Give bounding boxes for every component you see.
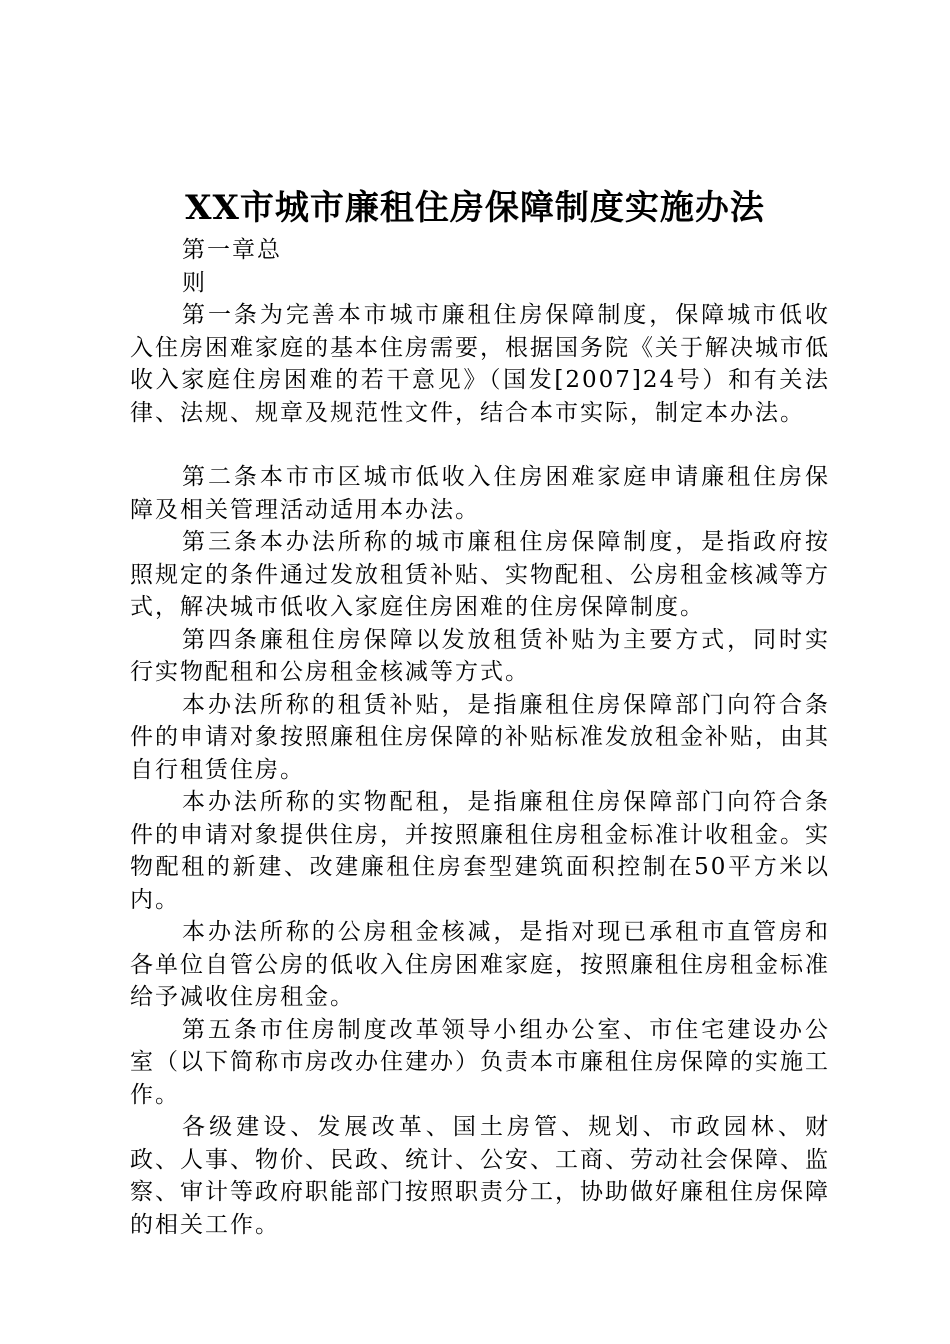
departments-paragraph: 各级建设、发展改革、国土房管、规划、市政园林、财政、人事、物价、民政、统计、公安、工商、劳动社会保障、监察、审计等政府职能部门按照职责分工，协助做好廉租住房保障的相关工作。 — [130, 1114, 830, 1238]
document-title: XX市城市廉租住房保障制度实施办法 — [185, 188, 765, 228]
article-3-paragraph: 第三条本办法所称的城市廉租住房保障制度，是指政府按照规定的条件通过发放租赁补贴、实物配租、公房租金核减等方式，解决城市低收入家庭住房困难的住房保障制度。 — [130, 529, 830, 620]
article-2-paragraph: 第二条本市市区城市低收入住房困难家庭申请廉租住房保障及相关管理活动适用本办法。 — [130, 464, 830, 523]
rent-subsidy-paragraph: 本办法所称的租赁补贴，是指廉租住房保障部门向符合条件的申请对象按照廉租住房保障的补贴标准发放租金补贴，由其自行租赁住房。 — [130, 691, 830, 783]
article-4-paragraph: 第四条廉租住房保障以发放租赁补贴为主要方式，同时实行实物配租和公房租金核减等方式。 — [130, 626, 830, 685]
article-1-paragraph: 第一条为完善本市城市廉租住房保障制度，保障城市低收入住房困难家庭的基本住房需要，根据国务院《关于解决城市低收入家庭住房困难的若干意见》（国发[2007]24号）和有关法律、法规、规章及规范性文件，结合本市实际，制定本办法。 — [130, 302, 830, 426]
document-body — [130, 234, 830, 1241]
article-5-paragraph: 第五条市住房制度改革领导小组办公室、市住宅建设办公室（以下简称市房改办住建办）负责本市廉租住房保障的实施工作。 — [130, 1016, 830, 1108]
chapter-heading: 第一章总则 — [182, 237, 282, 296]
rent-reduction-paragraph: 本办法所称的公房租金核减，是指对现已承租市直管房和各单位自管公房的低收入住房困难家庭，按照廉租住房租金标准给予减收住房租金。 — [130, 919, 830, 1010]
housing-allocation-paragraph: 本办法所称的实物配租，是指廉租住房保障部门向符合条件的申请对象提供住房，并按照廉租住房租金标准计收租金。实物配租的新建、改建廉租住房套型建筑面积控制在50平方米以内。 — [130, 789, 830, 913]
